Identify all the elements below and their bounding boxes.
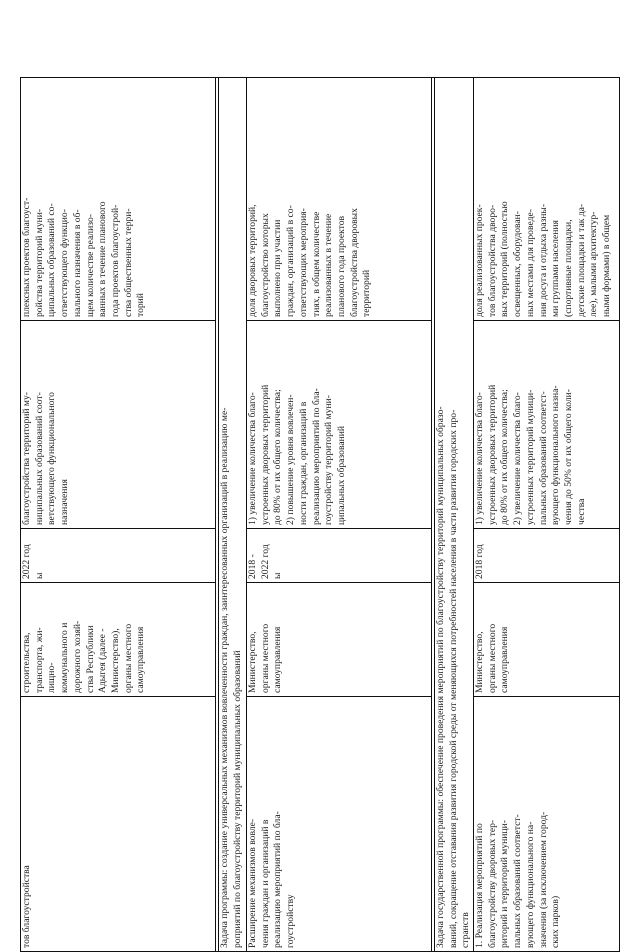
task-heading: Задача программы: создание универсальных механизмов вовлеченности граждан, заинтересованных организаций в реализацию ме- роприятий по благоустройству территорий муниципальных образований	[219, 407, 243, 948]
cell-expected-results: 1) увеличение количества благо- устроенных дворовых территорий до 80% от их общего количества; 2) повышение уровня вовлечен- ности граждан, организаций в реализацию мероприятий по бла- гоустройству территорий муни- ципальных образований	[247, 384, 347, 525]
cell-expected-results: 1) увеличение количества благо- устроенных дворовых территорий до 80% от их общего количества; 2) увеличение количества благо- устроенных территорий муници- пальных образований соответст- вующего функционального назна- чения до 50% от их общего коли- чества	[474, 384, 587, 525]
cell-executor: строительства, транспорта, жи- лищно- коммунального и дорожного хозяй- ства Республики Адыгея (далее - Министерство), органы местного самоуправления	[21, 620, 147, 693]
cell-executor: Министерство, органы местного самоуправления	[247, 623, 284, 693]
cell-indicator: плексных проектов благоуст- ройства территорий муни- ципальных образований со- ответствующего функцио- нального назначения в об- щем количестве реализо- ванных в течение планового года проектов благоустрой- ства общественных терри- торий	[21, 197, 147, 317]
cell-period: 2022 год ы	[21, 544, 45, 579]
cell-period: 2018 - 2022 год ы	[247, 544, 284, 579]
cell-activity: 1. Реализация мероприятий по благоустройству дворовых тер- риторий и территорий муници- пальных образований соответст- вующего функционального на- значения (за исключением город- ских парков)	[474, 811, 562, 948]
table-border-bottom	[619, 77, 620, 952]
cell-period: 2018 год	[474, 544, 485, 579]
row-divider	[215, 77, 216, 952]
cell-activity: тов благоустройства	[21, 865, 32, 948]
rotated-document-table	[20, 77, 620, 952]
cell-expected-results: благоустройства территорий му- ниципальных образований соот- ветствующего функционального назначения	[21, 392, 71, 525]
cell-indicator: доля реализованных проек- тов благоустройства дворо- вых территорий (полностью освещенных, оборудован- ных местами для проведе- ния досуга и отдыха разны- ми группами населения (спортивные площадки, детские площадки и так да- лее), малыми архитектур- ными формами) в общем	[474, 201, 613, 317]
cell-indicator: доля дворовых территорий, благоустройство которых выполнено при участии граждан, организаций в со- ответствующих мероприя- тиях, в общем количестве реализованных в течение планового года проектов благоустройства дворовых территорий	[247, 204, 373, 317]
cell-activity: Расширение механизмов вовле- чения граждан и организаций в реализацию мероприятий по бла- гоустройству	[247, 811, 297, 948]
cell-executor: Министерство, органы местного самоуправления	[474, 623, 511, 693]
row-divider	[431, 77, 432, 952]
task-heading: Задача государственной программы: обеспечение проведения мероприятий по благоустройству территорий муниципальных образо- ваний, сокращение отставания развития городской среды от меняющихся потребностей населения в части развития городских про- странств	[435, 406, 472, 948]
